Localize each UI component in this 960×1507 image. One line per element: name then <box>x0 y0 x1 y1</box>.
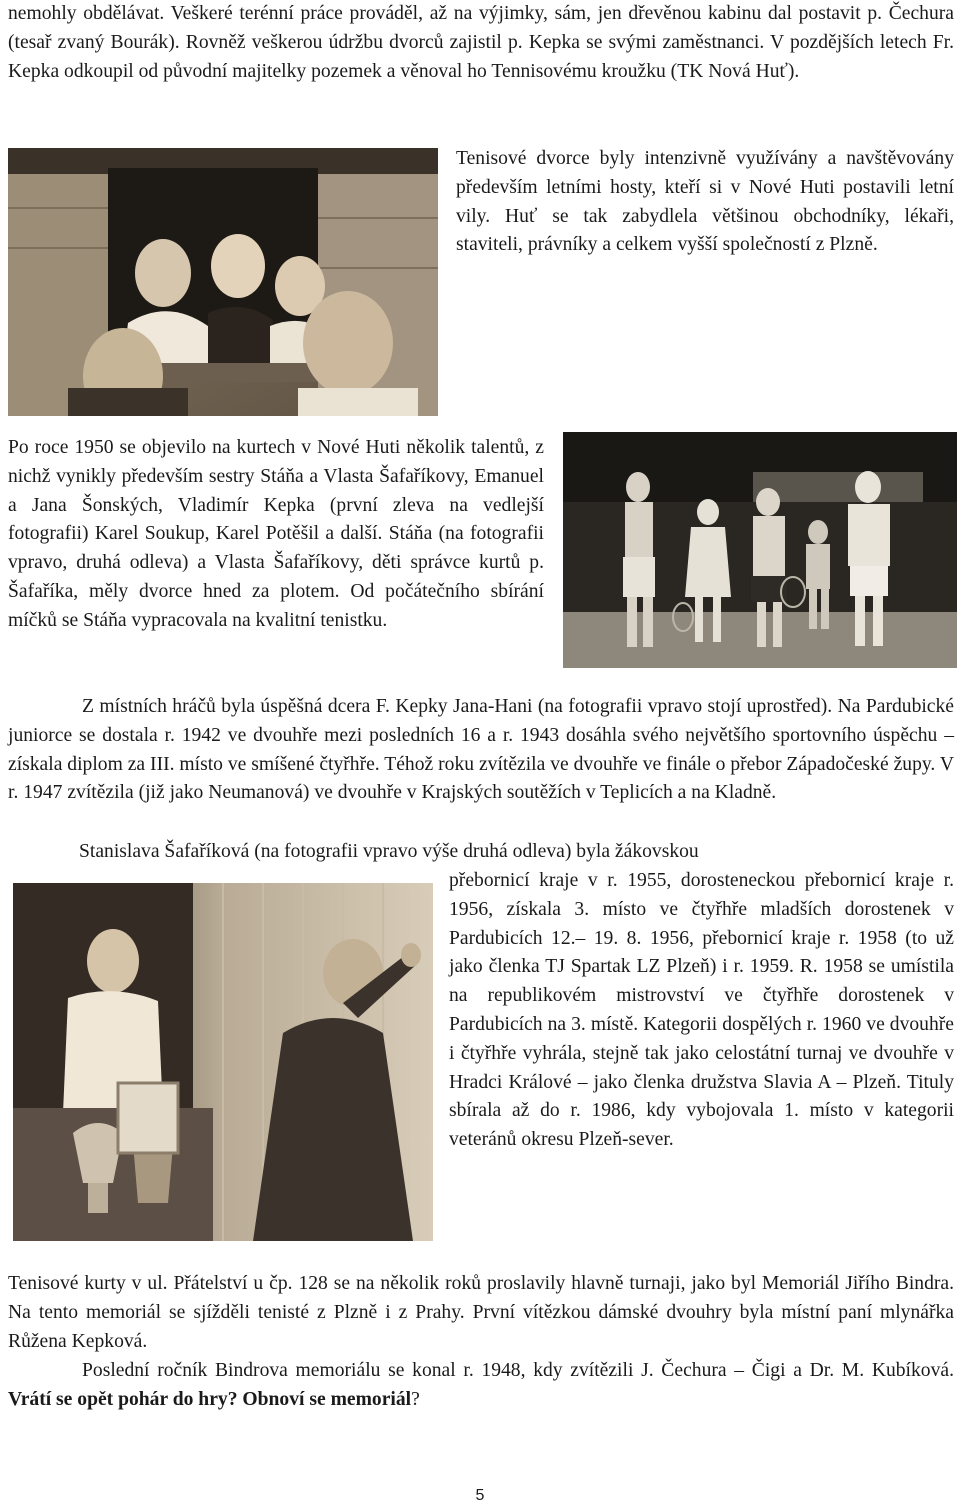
kepka-hani-paragraph: Z místních hráčů byla úspěšná dcera F. Kepky Jana-Hani (na fotografii vpravo stojí uprostřed). Na Pardubické juniorce se dostala r. 1942 ve dvouhře mezi posledních 16 a r. 1943 dosáhla svého největšího sportovního úspěchu – získala diplom za III. místo ve smíšené čtyřhře. Téhož roku zvítězila ve dvouhře ve finále o přebor Západočeské župy. V r. 1947 zvítězila (již jako Neumanová) ve dvouhře v Krajských soutěžích v Teplicích a na Kladně. <box>8 696 954 804</box>
photo-tennis-group <box>563 432 957 668</box>
photo-window-group <box>8 148 438 416</box>
closing-question-mark: ? <box>411 1388 420 1410</box>
page-number: 5 <box>475 1487 485 1504</box>
last-memorial-paragraph <box>8 1357 954 1415</box>
safarikova-intro-line <box>8 838 954 867</box>
bindra-memorial-paragraph: Tenisové kurty v ul. Přátelství u čp. 128 se na několik roků proslavily hlavně turnaji, jako byl Memoriál Jiřího Bindra. Na tento memoriál se sjížděli tenisté z Plzně i z Prahy. První vítězkou dámské dvouhry byla místní paní mlynářka Růžena Kepková. <box>8 1273 954 1352</box>
photo-tennis-group-image <box>563 432 957 668</box>
last-memorial-text: Poslední ročník Bindrova memoriálu se konal r. 1948, kdy zvítězili J. Čechura – Čigi a Dr. M. Kubíková. <box>82 1360 954 1381</box>
safarikova-paragraph: přebornicí kraje v r. 1955, dorosteneckou přebornicí kraje r. 1956, získala 3. místo ve čtyřhře mladších dorostenek v Pardubicích 12.– 19. 8. 1956, přebornicí kraje r. 1958 (to už jako členka TJ Spartak LZ Plzeň) i r. 1959. R. 1958 se umístila na republikovém mistrovství ve čtyřhře dorostenek v Pardubicích na 3. místě. Kategorii dospělých r. 1960 ve dvouhře i čtyřhře vyhrála, stejně tak jako celostátní turnaj ve dvouhře v Hradci Králové – jako členka družstva Slavia A – Plzeň. Tituly sbírala až do r. 1986, kdy vybojovala 1. místo v kategorii veteránů okresu Plzeň-sever. <box>449 870 954 1151</box>
intro-paragraph: nemohly obdělávat. Veškeré terénní práce prováděl, až na výjimky, sám, jen dřevěnou kabinu dal postavit p. Čechura (tesař zvaný Bourák). Rovněž veškerou údržbu dvorců zajistil p. Kepka se svými zaměstnanci. V pozdějších letech Fr. Kepka odkoupil od původní majitelky pozemek a věnoval ho Tennisovému kroužku (TK Nová Huť). <box>8 3 954 82</box>
closing-question: Vrátí se opět pohár do hry? Obnoví se memoriál <box>8 1388 412 1410</box>
photo-trophy-men <box>13 883 433 1241</box>
safarikova-intro-text: Stanislava Šafaříková (na fotografii vpravo výše druhá odleva) byla žákovskou <box>79 841 699 862</box>
photo-window-group-image <box>8 148 438 416</box>
courts-usage-paragraph: Tenisové dvorce byly intenzivně využívány a navštěvovány především letními hosty, kteří si v Nové Huti postavili letní vily. Huť se tak zabydlela většinou obchodníky, lékaři, staviteli, právníky a celkem vyšší společností z Plzně. <box>456 148 954 256</box>
photo-trophy-men-image <box>13 883 433 1241</box>
talents-paragraph: Po roce 1950 se objevilo na kurtech v Nové Huti několik talentů, z nichž vynikly především sestry Stáňa a Vlasta Šafaříkovy, Emanuel a Jana Šonských, Vladimír Kepka (první zleva na vedlejší fotografii) Karel Soukup, Karel Potěšil a další. Stáňa (na fotografii vpravo, druhá odleva) a Vlasta Šafaříkovy, děti správce kurtů p. Šafaříka, měly dvorce hned za plotem. Od počátečního sbírání míčků se Stáňa vypracovala na kvalitní tenistku. <box>8 437 544 631</box>
